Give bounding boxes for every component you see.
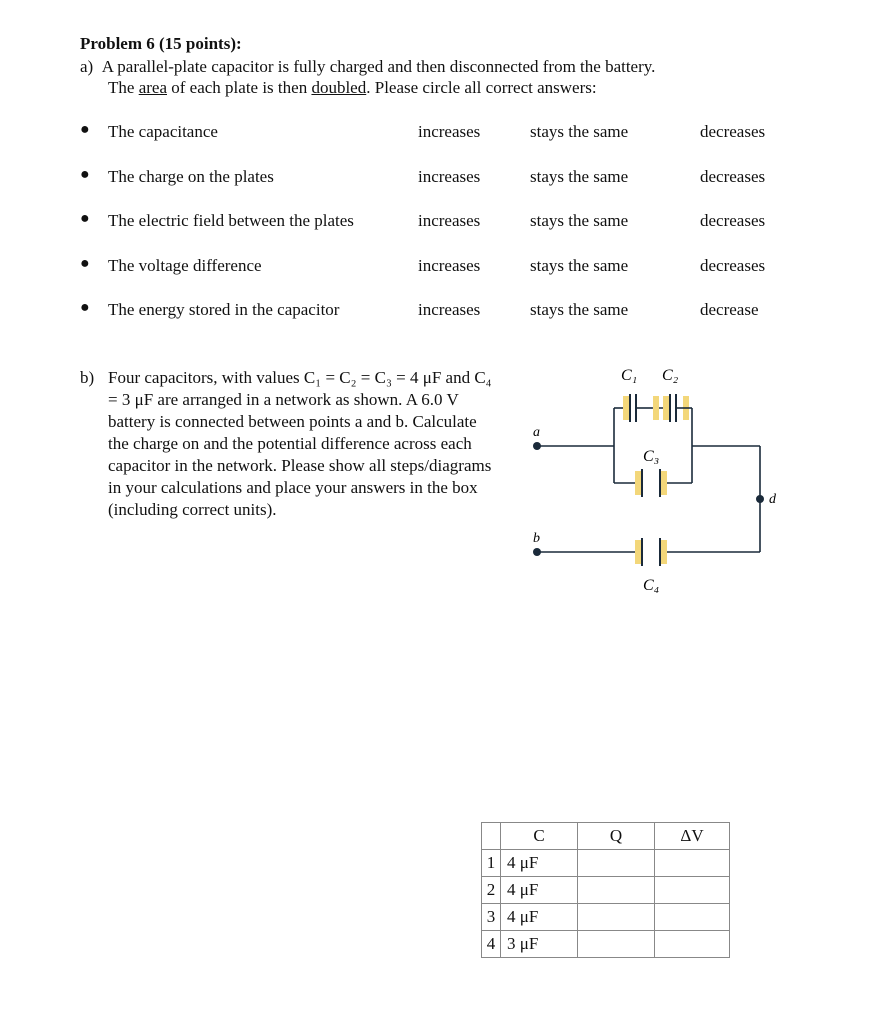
question-label: The voltage difference [108, 256, 262, 275]
capacitance-cell: 4 μF [501, 877, 578, 904]
capacitor-c2 [663, 394, 692, 422]
label-c2: C₂ [662, 367, 679, 384]
option-decreases[interactable]: decreases [700, 256, 766, 275]
capacitor-c4 [635, 538, 667, 566]
option-stays-same[interactable]: stays the same [530, 256, 629, 275]
terminal-b [533, 548, 541, 556]
option-increases[interactable]: increases [418, 256, 481, 275]
option-increases[interactable]: increases [418, 300, 481, 319]
table-row [482, 931, 730, 958]
terminal-d [756, 495, 764, 503]
option-stays-same[interactable]: stays the same [530, 122, 629, 141]
header-cell [482, 823, 501, 850]
question-label: The energy stored in the capacitor [108, 300, 340, 319]
answer-table [481, 822, 730, 958]
voltage-cell[interactable] [655, 931, 730, 958]
voltage-cell[interactable] [655, 850, 730, 877]
word-doubled: doubled [311, 78, 367, 97]
table-header-row [482, 823, 730, 850]
bullet-dot: ● [80, 210, 90, 227]
capacitance-cell: 3 μF [501, 931, 578, 958]
label-d: d [769, 492, 776, 507]
option-stays-same[interactable]: stays the same [530, 300, 629, 319]
label-c3: C₃ [643, 448, 660, 465]
bullet-dot: ● [80, 121, 90, 138]
option-increases[interactable]: increases [418, 211, 481, 230]
question-label: The capacitance [108, 122, 218, 141]
line2-pre: The [108, 78, 139, 97]
label-c1: C₁ [621, 367, 638, 384]
part-a-text: A parallel-plate capacitor is fully charged and then disconnected from the battery. [101, 57, 656, 76]
capacitance-cell: 4 μF [501, 850, 578, 877]
question-label: The charge on the plates [108, 167, 274, 186]
part-b-label: b) [80, 368, 95, 387]
option-increases[interactable]: increases [418, 167, 481, 186]
question-label: The electric field between the plates [108, 211, 354, 230]
capacitance-cell: 4 μF [501, 904, 578, 931]
terminal-a [533, 442, 541, 450]
label-a: a [533, 425, 540, 440]
option-decreases[interactable]: decreases [700, 167, 766, 186]
header-cell-c: C [501, 823, 578, 850]
option-decreases[interactable]: decreases [700, 122, 766, 141]
line2-post: . Please circle all correct answers: [366, 78, 597, 97]
table-row [482, 877, 730, 904]
bullet-dot: ● [80, 255, 90, 272]
charge-cell[interactable] [578, 904, 655, 931]
voltage-cell[interactable] [655, 877, 730, 904]
option-stays-same[interactable]: stays the same [530, 167, 629, 186]
word-area: area [138, 78, 167, 97]
option-decreases[interactable]: decrease [700, 300, 759, 319]
table-row [482, 850, 730, 877]
row-number: 3 [482, 904, 501, 931]
header-cell-dv: ΔV [655, 823, 730, 850]
table-row [482, 904, 730, 931]
option-increases[interactable]: increases [418, 122, 481, 141]
row-number: 4 [482, 931, 501, 958]
row-number: 1 [482, 850, 501, 877]
label-b: b [533, 531, 540, 546]
bullet-dot: ● [80, 166, 90, 183]
header-cell-q: Q [578, 823, 655, 850]
option-stays-same[interactable]: stays the same [530, 211, 629, 230]
option-decreases[interactable]: decreases [700, 211, 766, 230]
part-b-text: Four capacitors, with values C₁ = C₂ = C₃ = 4 μF and C₄ = 3 μF are arranged in a network as shown. A 6.0 V battery is connected between points a and b. Calculate the charge on and the potential difference across each capacitor in the network. Please show all steps/diagrams in your calculations and place your answers in the box (including correct units). [108, 368, 492, 519]
charge-cell[interactable] [578, 877, 655, 904]
part-a-label: a) [80, 57, 94, 76]
bullet-dot: ● [80, 299, 90, 316]
charge-cell[interactable] [578, 931, 655, 958]
circuit-wires [537, 408, 760, 552]
problem-title: Problem 6 (15 points): [80, 34, 242, 53]
charge-cell[interactable] [578, 850, 655, 877]
line2-mid: of each plate is then [167, 78, 312, 97]
row-number: 2 [482, 877, 501, 904]
voltage-cell[interactable] [655, 904, 730, 931]
label-c4: C₄ [643, 577, 660, 594]
capacitor-c1 [623, 394, 659, 422]
capacitor-c3 [635, 469, 667, 497]
